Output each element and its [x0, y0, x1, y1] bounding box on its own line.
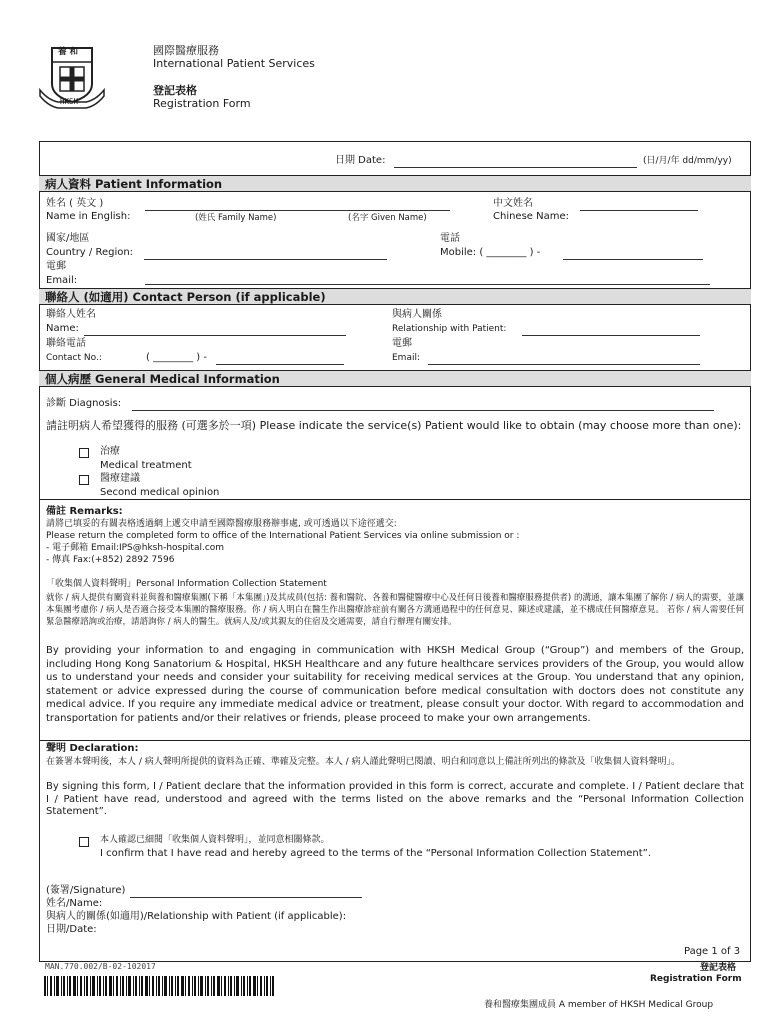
name-english-input[interactable]: [145, 198, 450, 211]
page-number: Page 1 of 3: [684, 946, 741, 957]
services-question: 請註明病人希望獲得的服務 (可選多於一項) Please indicate the service(s) Patient would like to obtain (may choose more than one):: [46, 419, 742, 432]
phone-zh-label: 電話: [440, 233, 460, 244]
option-treatment-zh: 治療: [100, 446, 120, 457]
confirm-en: I confirm that I have read and hereby agreed to the terms of the “Personal Information Collection Statement”.: [100, 848, 652, 859]
family-name-caption: (姓氏 Family Name): [195, 213, 277, 223]
contact-phone-input[interactable]: [216, 352, 344, 365]
barcode-icon: [44, 976, 274, 996]
contact-name-input[interactable]: [84, 323, 346, 336]
remarks-line-zh: 請將已填妥的有關表格透過網上遞交申請至國際醫療服務辦事處, 或可透過以下途徑遞交:: [46, 519, 397, 529]
medical-treatment-checkbox[interactable]: [79, 448, 89, 458]
logo-chinese-text: 養 和: [58, 47, 78, 57]
header-form-zh: 登記表格: [153, 84, 197, 97]
mobile-input[interactable]: [563, 247, 703, 260]
declaration-date-label: 日期/Date:: [46, 924, 97, 935]
email-zh-label: 電郵: [46, 261, 66, 272]
declaration-zh: 在簽署本聲明後，本人 / 病人聲明所提供的資料為正確、準確及完整。本人 / 病人謹此聲明已閱讀、明白和同意以上備註所列出的條款及「收集個人資料聲明」。: [46, 757, 681, 767]
contact-email-zh-label: 電郵: [392, 338, 412, 349]
pics-chinese-text: 就你 / 病人提供有關資料並與養和醫療集團(下稱「本集團」)及其成員(包括: 養和醫院、各養和醫健醫療中心及任何日後養和醫療服務提供者) 的溝通，讓本集團了解你 / 病人的需要，並讓本集團考慮你 / 病人是否適合接受本集團的醫療服務。你 / 病人明白在醫生作出醫療診症前有關各方溝通過程中的任何意見、陳述或建議，並不構成任何醫療意見。 若你 / 病人需要任何緊急醫療諮詢或治療，請諮詢你 / 病人的醫生。就病人及/或其親友的住宿及交通需要，請自行辦理有關安排。: [46, 593, 744, 627]
relationship-input[interactable]: [522, 323, 700, 336]
option-treatment-en: Medical treatment: [100, 460, 192, 471]
relationship-en-label: Relationship with Patient:: [392, 324, 507, 334]
declaration-divider: [39, 740, 751, 741]
pics-title: 「收集個人資料聲明」Personal Information Collection Statement: [46, 579, 327, 589]
name-en-zh-label: 姓名 ( 英文 ): [46, 198, 104, 209]
remarks-heading: 備註 Remarks:: [46, 506, 123, 517]
mobile-label: Mobile: ( ________ ) -: [440, 247, 541, 258]
date-input[interactable]: [394, 155, 637, 168]
footer-form-zh: 登記表格: [700, 963, 737, 973]
hksh-logo: [38, 40, 106, 110]
chinese-name-input[interactable]: [580, 198, 698, 211]
contact-name-en-label: Name:: [46, 323, 79, 334]
contact-email-en-label: Email:: [392, 353, 421, 363]
relationship-zh-label: 與病人關係: [392, 309, 442, 320]
medical-heading: 個人病歷 General Medical Information: [39, 370, 751, 387]
contact-name-zh-label: 聯絡人姓名: [46, 309, 96, 320]
header-title-en: International Patient Services: [153, 57, 315, 70]
diagnosis-input[interactable]: [132, 398, 714, 411]
contact-phone-zh-label: 聯絡電話: [46, 338, 86, 349]
remarks-fax: - 傳真 Fax:(+852) 2892 7596: [46, 555, 175, 565]
given-name-caption: (名字 Given Name): [348, 213, 427, 223]
option-opinion-zh: 醫療建議: [100, 473, 140, 484]
contact-heading: 聯絡人 (如適用) Contact Person (if applicable): [39, 288, 751, 305]
remarks-divider: [39, 499, 751, 500]
confirm-zh: 本人確認已細閱「收集個人資料聲明」，並同意相關條款。: [100, 835, 330, 845]
declaration-name-label: 姓名/Name:: [46, 898, 103, 909]
confirm-checkbox[interactable]: [79, 837, 89, 847]
footer-form-en: Registration Form: [650, 974, 742, 984]
logo-hksh-text: HKSH: [60, 97, 79, 106]
patient-info-heading: 病人資料 Patient Information: [39, 175, 751, 192]
remarks-email: - 電子郵箱 Email:IPS@hksh-hospital.com: [46, 543, 225, 553]
date-label: 日期 Date:: [335, 155, 386, 166]
diagnosis-label: 診斷 Diagnosis:: [46, 398, 122, 409]
name-en-label: Name in English:: [46, 211, 131, 222]
email-en-label: Email:: [46, 275, 78, 286]
header-form-en: Registration Form: [153, 97, 251, 110]
second-opinion-checkbox[interactable]: [79, 475, 89, 485]
declaration-en: By signing this form, I / Patient declare that the information provided in this form is correct, accurate and complete. I / Patient declare that I / Patient have read, understood and agreed with the terms listed on the above remarks and the “Personal Information Collection Statement”.: [46, 781, 744, 817]
signature-label: (簽署/Signature): [46, 885, 126, 896]
signature-input[interactable]: [130, 885, 362, 898]
country-input[interactable]: [144, 247, 387, 260]
contact-phone-area: ( ________ ) -: [146, 352, 207, 363]
header-title-zh: 國際醫療服務: [153, 44, 219, 57]
contact-email-input[interactable]: [428, 352, 700, 365]
footer-member: 養和醫療集團成員 A member of HKSH Medical Group: [484, 1000, 714, 1010]
pics-english-text: By providing your information to and engaging in communication with HKSH Medical Group (“Group”) and members of the Group, including Hong Kong Sanatorium & Hospital, HKSH Healthcare and any future healthcare services providers of the Group, you would allow us to understand your needs and consider your suitability for receiving medical services at the Group. You understand that any opinion, statement or advice expressed during the course of communication before medical consultation with doctors does not constitute any medical advice. If you require any immediate medical advice or treatment, please consult your doctor. With regard to accommodation and transportation for patients and/or their relatives or friends, please proceed to make your own arrangements.: [46, 645, 744, 724]
barcode: [44, 976, 274, 996]
chinese-name-en-label: Chinese Name:: [493, 211, 570, 222]
remarks-line-en: Please return the completed form to office of the International Patient Services via online submission or :: [46, 531, 520, 541]
declaration-heading: 聲明 Declaration:: [46, 743, 139, 754]
form-code: MAN.770.002/B-02-102017: [45, 962, 156, 971]
chinese-name-zh-label: 中文姓名: [493, 198, 533, 209]
declaration-relationship-label: 與病人的關係(如適用)/Relationship with Patient (if applicable):: [46, 911, 347, 922]
country-en-label: Country / Region:: [46, 247, 134, 258]
email-input[interactable]: [145, 272, 710, 285]
option-opinion-en: Second medical opinion: [100, 487, 220, 498]
date-format: (日/月/年 dd/mm/yy): [643, 156, 732, 166]
country-zh-label: 國家/地區: [46, 233, 90, 244]
contact-phone-en-label: Contact No.:: [46, 353, 102, 363]
